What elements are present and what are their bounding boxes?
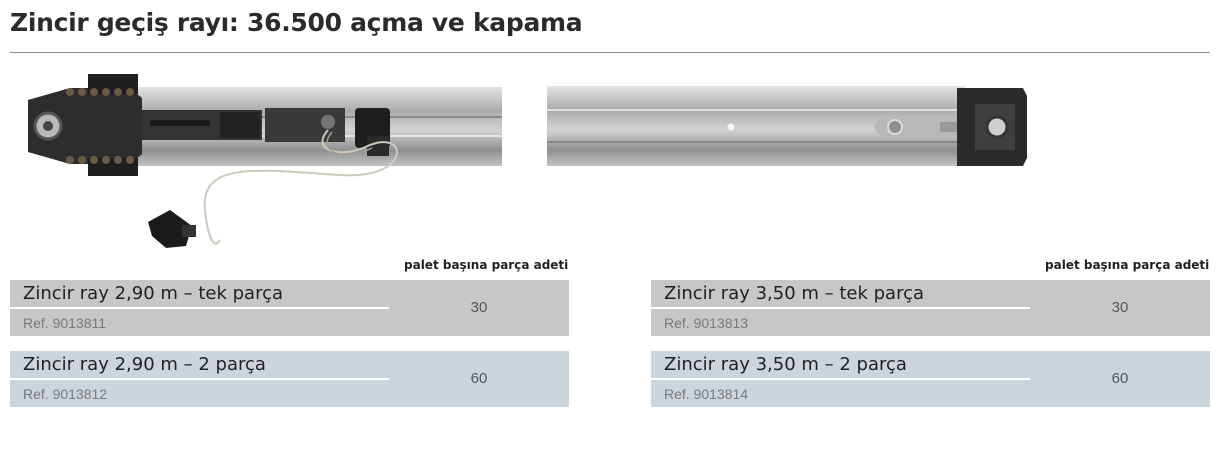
column-header-pieces-per-pallet: palet başına parça adeti [404,258,569,272]
product-reference: Ref. 9013814 [651,380,1041,407]
table-row [10,351,568,409]
quantity-per-pallet: 60 [1030,351,1210,407]
product-reference: Ref. 9013812 [10,380,400,407]
product-name: Zincir ray 2,90 m – 2 parça [10,351,400,378]
product-name: Zincir ray 3,50 m – 2 parça [651,351,1041,378]
product-reference: Ref. 9013811 [10,309,400,336]
product-name: Zincir ray 3,50 m – tek parça [651,280,1041,307]
page-title: Zincir geçiş rayı: 36.500 açma ve kapama [10,8,583,37]
chain-rail-drive-end-image [10,70,505,260]
title-divider [10,52,1210,53]
quantity-per-pallet: 60 [389,351,569,407]
table-row [651,351,1209,409]
quantity-per-pallet: 30 [1030,280,1210,336]
product-name: Zincir ray 2,90 m – tek parça [10,280,400,307]
quantity-per-pallet: 30 [389,280,569,336]
chain-rail-tension-end-image [545,80,1030,175]
table-row [651,280,1209,338]
product-reference: Ref. 9013813 [651,309,1041,336]
table-row [10,280,568,338]
column-header-pieces-per-pallet: palet başına parça adeti [1045,258,1210,272]
